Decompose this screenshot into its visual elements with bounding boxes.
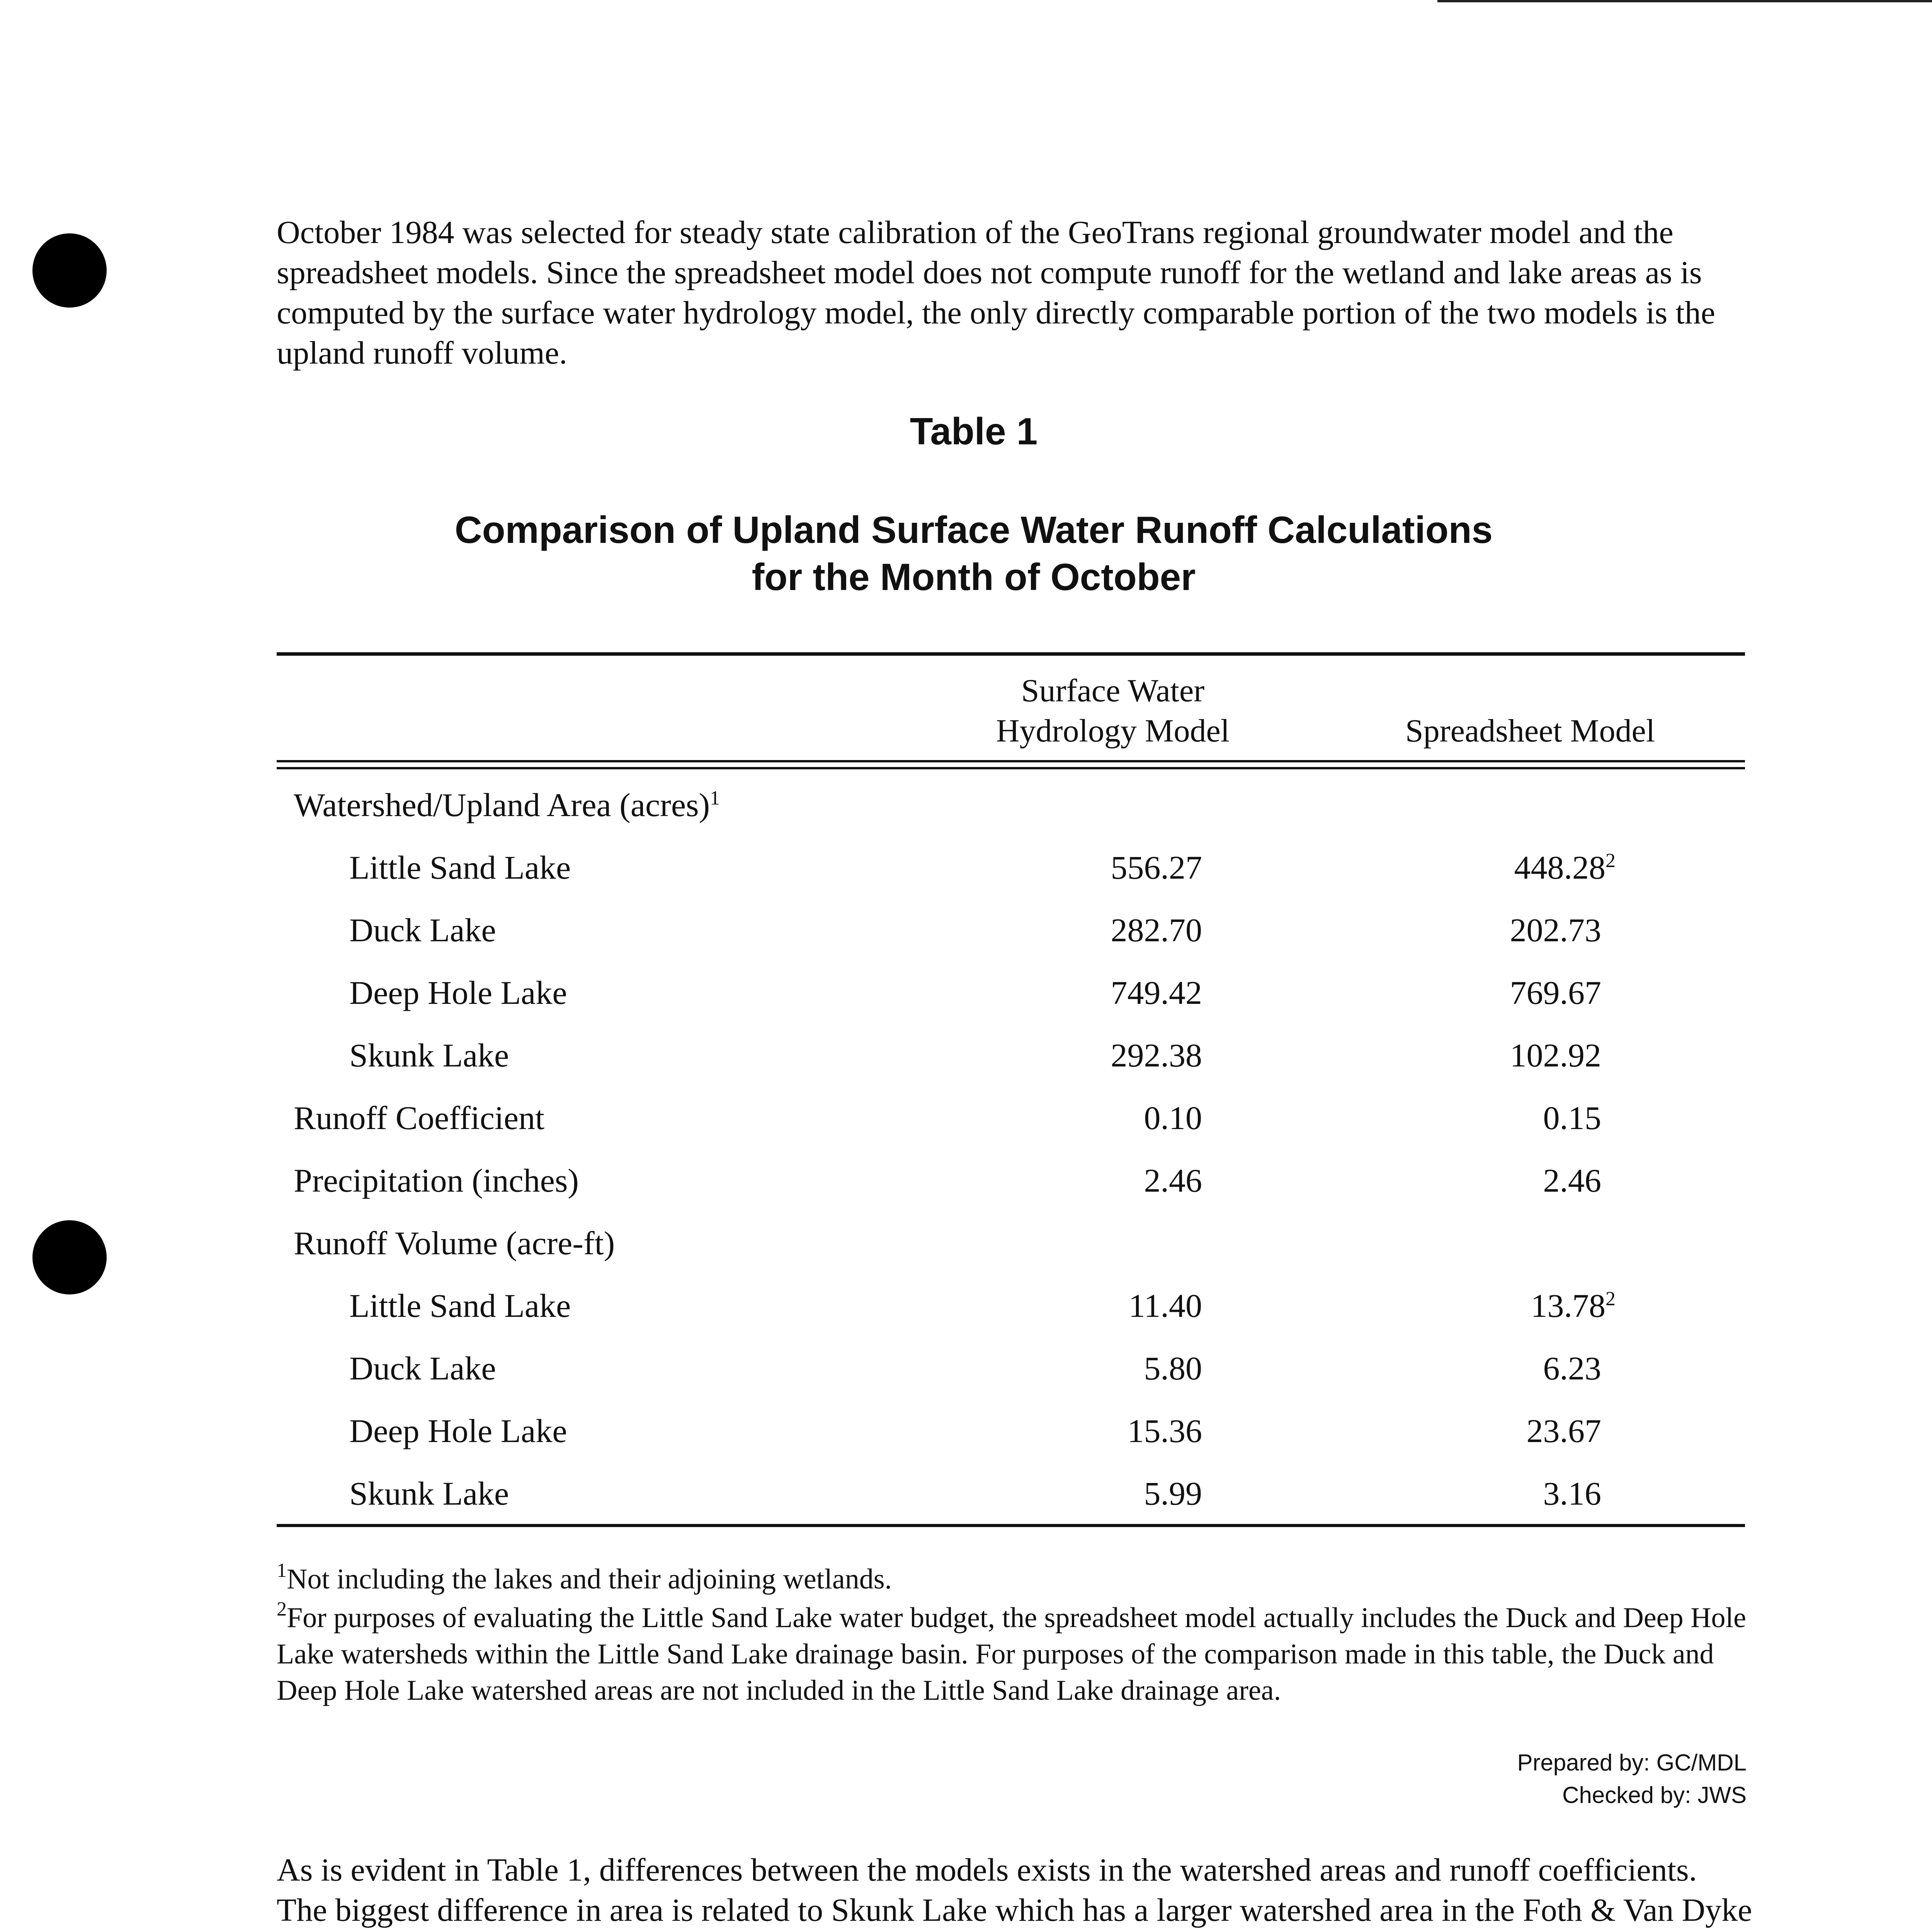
header-double-rule-upper bbox=[277, 760, 1745, 762]
row-label-text: Duck Lake bbox=[349, 1350, 496, 1387]
spreadsheet-value-number: 102.92 bbox=[1510, 1037, 1601, 1074]
table-row bbox=[277, 1093, 1745, 1143]
table-row bbox=[277, 1468, 1745, 1519]
spreadsheet-value-number: 13.78 bbox=[1531, 1287, 1605, 1324]
row-label bbox=[294, 780, 720, 830]
spreadsheet-value-number: 6.23 bbox=[1543, 1350, 1601, 1387]
spreadsheet-value bbox=[1543, 1155, 1602, 1206]
row-label-footnote-mark: 1 bbox=[710, 787, 720, 809]
row-label-text: Skunk Lake bbox=[349, 1475, 509, 1512]
column-header-surface-water-line-2: Hydrology Model bbox=[996, 713, 1230, 749]
spreadsheet-value bbox=[1510, 905, 1602, 955]
spreadsheet-value bbox=[1543, 1343, 1602, 1393]
surface-water-value: 749.42 bbox=[1111, 974, 1202, 1011]
surface-water-value: 0.10 bbox=[1144, 1099, 1202, 1136]
row-label-text: Deep Hole Lake bbox=[349, 974, 567, 1011]
spreadsheet-value bbox=[1543, 1468, 1602, 1519]
table-title-line-2: for the Month of October bbox=[752, 556, 1196, 598]
table-row bbox=[277, 842, 1745, 893]
surface-water-value: 11.40 bbox=[1128, 1287, 1202, 1324]
footnote-1-mark: 1 bbox=[277, 1560, 287, 1582]
row-label bbox=[349, 842, 571, 893]
spreadsheet-value bbox=[1543, 1093, 1602, 1143]
table-row bbox=[277, 905, 1745, 955]
spreadsheet-value-footnote-mark: 2 bbox=[1605, 1288, 1616, 1310]
row-label bbox=[349, 1406, 567, 1456]
checked-by: Checked by: JWS bbox=[1562, 1782, 1747, 1808]
row-label bbox=[349, 1468, 509, 1519]
spreadsheet-value bbox=[1527, 1406, 1602, 1456]
table-bottom-rule bbox=[277, 1524, 1745, 1527]
surface-water-value: 2.46 bbox=[1144, 1162, 1202, 1199]
column-header-surface-water bbox=[958, 671, 1267, 751]
body-paragraph: As is evident in Table 1, differences between the models exists in the watershed areas and runoff coefficients. The biggest difference in area is related to Skunk Lake which has a larger watershed area in the Foth & Van Dyke bbox=[277, 1852, 1752, 1928]
row-label-text: Little Sand Lake bbox=[349, 1287, 571, 1324]
row-label-text: Little Sand Lake bbox=[349, 849, 571, 886]
prepared-by: Prepared by: GC/MDL bbox=[1517, 1750, 1747, 1776]
table-row bbox=[277, 780, 1745, 830]
row-label bbox=[349, 1030, 509, 1080]
row-label bbox=[349, 905, 496, 955]
spreadsheet-value-number: 448.28 bbox=[1514, 849, 1605, 886]
footnote-2-mark: 2 bbox=[277, 1598, 287, 1620]
table-row bbox=[277, 1155, 1745, 1206]
footnote-2-text: For purposes of evaluating the Little Sand Lake water budget, the spreadsheet model actually includes the Duck and Deep Hole Lake watersheds within the Little Sand Lake drainage basin. For purposes of the comparison made in this table, the Duck and Deep Hole Lake watershed areas are not included in the Little Sand Lake drainage area. bbox=[277, 1602, 1746, 1706]
table-title bbox=[0, 506, 1932, 600]
spreadsheet-value-number: 3.16 bbox=[1543, 1475, 1601, 1512]
top-edge-rule bbox=[1437, 0, 1932, 2]
punch-hole-top bbox=[32, 233, 107, 308]
spreadsheet-value-footnote-mark: 2 bbox=[1605, 850, 1616, 872]
surface-water-value: 292.38 bbox=[1111, 1037, 1202, 1074]
footnote-1-text: Not including the lakes and their adjoining wetlands. bbox=[287, 1563, 892, 1595]
intro-paragraph: October 1984 was selected for steady state calibration of the GeoTrans regional groundwater model and the spreadsheet models. Since the spreadsheet model does not compute runoff for the wetland and lake areas as is computed by the surface water hydrology model, the only directly comparable portion of the two models is the upland runoff volume. bbox=[277, 214, 1715, 371]
footnote-2 bbox=[277, 1600, 1753, 1709]
table-label: Table 1 bbox=[910, 410, 1038, 452]
table-top-rule bbox=[277, 652, 1745, 656]
row-label bbox=[349, 1343, 496, 1393]
table-row bbox=[277, 1281, 1745, 1331]
row-label-text: Deep Hole Lake bbox=[349, 1412, 567, 1449]
punch-hole-middle bbox=[32, 1220, 107, 1294]
table-row bbox=[277, 1406, 1745, 1456]
spreadsheet-value-number: 769.67 bbox=[1510, 974, 1601, 1011]
surface-water-value: 5.99 bbox=[1144, 1475, 1202, 1512]
column-header-surface-water-line-1: Surface Water bbox=[1021, 673, 1205, 709]
row-label bbox=[294, 1218, 615, 1268]
row-label-text: Runoff Volume (acre-ft) bbox=[294, 1225, 615, 1262]
row-label-text: Skunk Lake bbox=[349, 1037, 509, 1074]
row-label-text: Watershed/Upland Area (acres) bbox=[294, 786, 710, 823]
row-label bbox=[349, 1281, 571, 1331]
table-row bbox=[277, 968, 1745, 1018]
table-row bbox=[277, 1030, 1745, 1080]
spreadsheet-value bbox=[1514, 842, 1616, 893]
table-row bbox=[277, 1218, 1745, 1268]
column-header-spreadsheet: Spreadsheet Model bbox=[1405, 713, 1655, 749]
spreadsheet-value bbox=[1531, 1281, 1616, 1331]
spreadsheet-value-number: 202.73 bbox=[1510, 912, 1601, 949]
row-label-text: Precipitation (inches) bbox=[294, 1162, 579, 1199]
footnote-1 bbox=[277, 1561, 1753, 1597]
spreadsheet-value bbox=[1510, 968, 1602, 1018]
row-label bbox=[294, 1093, 544, 1143]
row-label bbox=[349, 968, 567, 1018]
spreadsheet-value-number: 0.15 bbox=[1543, 1099, 1601, 1136]
row-label-text: Duck Lake bbox=[349, 912, 496, 949]
surface-water-value: 282.70 bbox=[1111, 912, 1202, 949]
row-label-text: Runoff Coefficient bbox=[294, 1099, 544, 1136]
surface-water-value: 556.27 bbox=[1111, 849, 1202, 886]
surface-water-value: 5.80 bbox=[1144, 1350, 1202, 1387]
table-row bbox=[277, 1343, 1745, 1393]
spreadsheet-value bbox=[1510, 1030, 1602, 1080]
header-double-rule-lower bbox=[277, 767, 1745, 769]
surface-water-value: 15.36 bbox=[1127, 1412, 1202, 1449]
spreadsheet-value-number: 23.67 bbox=[1526, 1412, 1601, 1449]
row-label bbox=[294, 1155, 579, 1206]
spreadsheet-value-number: 2.46 bbox=[1543, 1162, 1601, 1199]
table-title-line-1: Comparison of Upland Surface Water Runoff Calculations bbox=[454, 509, 1493, 551]
